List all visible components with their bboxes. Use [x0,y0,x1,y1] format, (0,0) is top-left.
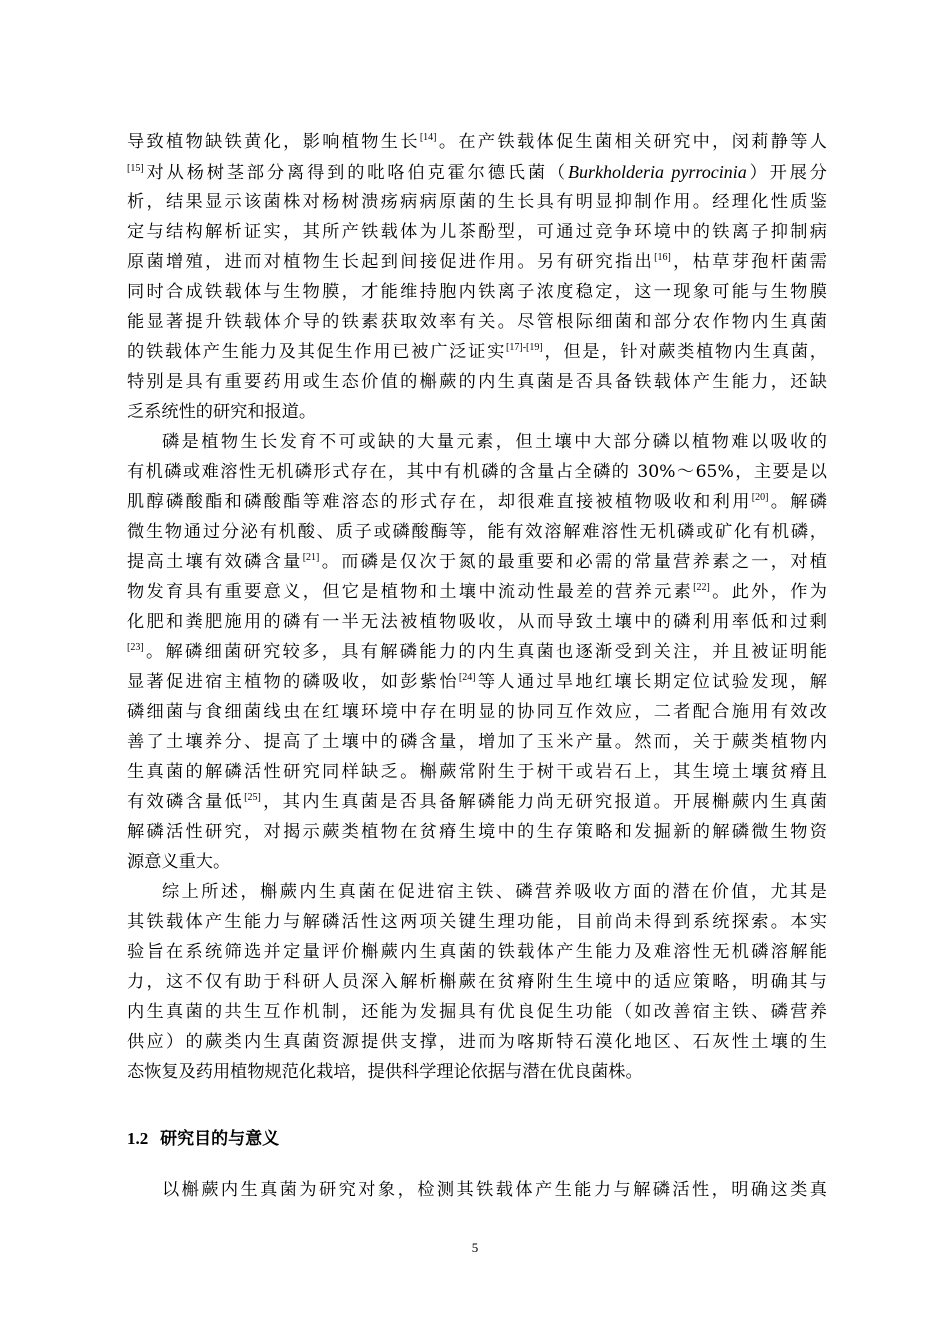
line-text: 等人通过旱地红壤长期定位试验发现，解 [475,672,827,692]
paragraph-first-line [162,427,827,457]
line-text: 验旨在系统筛选并定量评价槲蕨内生真菌的铁载体产生能力及难溶性无机磷溶解能 [127,942,827,962]
page-number: 5 [471,1240,479,1255]
line-text: 其铁载体产生能力与解磷活性这两项关键生理功能，目前尚未得到系统探索。本实 [127,912,827,932]
section-heading [127,1124,827,1154]
section-number: 1.2 [127,1129,149,1148]
line-text: 磷是植物生长发育不可或缺的大量元素，但土壤中大部分磷以植物难以吸收的 [162,432,827,452]
text-line [127,907,827,937]
line-text: 源意义重大。 [127,852,231,872]
text-line [127,787,827,817]
text-line [127,667,827,697]
citation: [23] [127,642,144,653]
line-text: 解磷活性研究，对揭示蕨类植物在贫瘠生境中的生存策略和发掘新的解磷微生物资 [127,822,827,842]
text-line [127,517,827,547]
line-text: 析，结果显示该菌株对杨树溃疡病病原菌的生长具有明显抑制作用。经理化性质鉴 [127,192,827,212]
text-line [127,217,827,247]
text-line [127,547,827,577]
text-line [127,157,827,187]
line-text: 特别是具有重要药用或生态价值的槲蕨的内生真菌是否具备铁载体产生能力，还缺 [127,372,827,392]
line-text: ，枯草芽孢杆菌需 [670,252,827,272]
line-text: ）开展分 [746,163,827,183]
line-text: 磷细菌与食细菌线虫在红壤环境中存在明显的协同互作效应，二者配合施用有效改 [127,702,827,722]
text-line [127,967,827,997]
text-line [127,847,827,877]
line-text: 。在产铁载体促生菌相关研究中，闵莉静等人 [436,132,827,152]
text-line [127,937,827,967]
text-line [127,187,827,217]
text-line [127,577,827,607]
citation: [20] [751,492,769,503]
line-text: 导致植物缺铁黄化，影响植物生长 [127,132,420,152]
text-line [127,607,827,637]
text-line [127,367,827,397]
text-line [127,247,827,277]
line-text: 供应）的蕨类内生真菌资源提供支撑，进而为喀斯特石漠化地区、石灰性土壤的生 [127,1032,827,1052]
line-text: 肌醇磷酸酯和磷酸酯等难溶态的形式存在，却很难直接被植物吸收和利用 [127,492,752,512]
line-text: 。此外，作为 [709,582,827,602]
line-text: 有机磷或难溶性无机磷形式存在，其中有机磷的含量占全磷的 30%～65%，主要是以 [127,462,827,482]
text-line [127,397,827,427]
citation: [25] [244,792,261,803]
text-line [127,307,827,337]
line-text: 微生物通过分泌有机酸、质子或磷酸酶等，能有效溶解难溶性无机磷或矿化有机磷， [127,522,827,542]
text-line [127,487,827,517]
text-line [127,1027,827,1057]
line-text: 生真菌的解磷活性研究同样缺乏。槲蕨常附生于树干或岩石上，其生境土壤贫瘠且 [127,762,827,782]
citation: [17]-[19] [506,342,543,353]
line-text: 以槲蕨内生真菌为研究对象，检测其铁载体产生能力与解磷活性，明确这类真 [162,1180,827,1200]
line-text: 定与结构解析证实，其所产铁载体为儿茶酚型，可通过竞争环境中的铁离子抑制病 [127,222,827,242]
line-text: 善了土壤养分、提高了土壤中的磷含量，增加了玉米产量。然而，关于蕨类植物内 [127,732,827,752]
citation: [24] [458,672,476,683]
text-line [127,277,827,307]
line-text: 同时合成铁载体与生物膜，才能维持胞内铁离子浓度稳定，这一现象可能与生物膜 [127,282,827,302]
line-text: 显著促进宿主植物的磷吸收，如彭紫怡 [127,672,459,692]
text-line [127,817,827,847]
citation: [15] [127,163,144,174]
line-text: 提高土壤有效磷含量 [127,552,303,572]
text-line [127,457,827,487]
species-name: Burkholderia pyrrocinia [568,162,747,182]
line-text: 化肥和粪肥施用的磷有一半无法被植物吸收，从而导致土壤中的磷利用率低和过剩 [127,612,827,632]
line-text: ，其内生真菌是否具备解磷能力尚无研究报道。开展槲蕨内生真菌 [260,792,827,812]
text-line [127,727,827,757]
text-line [127,997,827,1027]
line-text: 能显著提升铁载体介导的铁素获取效率有关。尽管根际细菌和部分农作物内生真菌 [127,312,827,332]
paragraph-first-line [162,877,827,907]
line-text: 有效磷含量低 [127,792,245,812]
text-line [127,127,827,157]
line-text: 力，这不仅有助于科研人员深入解析槲蕨在贫瘠附生生境中的适应策略，明确其与 [127,972,827,992]
line-text: 的铁载体产生能力及其促生作用已被广泛证实 [127,342,507,362]
line-text: 。解磷 [768,492,827,512]
line-text: 内生真菌的共生互作机制，还能为发掘具有优良促生功能（如改善宿主铁、磷营养 [127,1002,827,1022]
line-text: 。解磷细菌研究较多，具有解磷能力的内生真菌也逐渐受到关注，并且被证明能 [143,642,827,662]
line-text: 物发育具有重要意义，但它是植物和土壤中流动性最差的营养元素 [127,582,694,602]
citation: [14] [419,132,437,143]
text-line [127,697,827,727]
line-text: 态恢复及药用植物规范化栽培，提供科学理论依据与潜在优良菌株。 [127,1062,643,1082]
line-text: 综上所述，槲蕨内生真菌在促进宿主铁、磷营养吸收方面的潜在价值，尤其是 [162,882,827,902]
citation: [21] [302,552,320,563]
text-line [127,757,827,787]
paragraph-first-line [162,1175,827,1205]
line-text: 乏系统性的研究和报道。 [127,402,317,422]
line-text: 原菌增殖，进而对植物生长起到间接促进作用。另有研究指出 [127,252,655,272]
text-line [127,637,827,667]
text-line [127,337,827,367]
line-text: 对从杨树茎部分离得到的吡咯伯克霍尔德氏菌（ [143,163,569,183]
citation: [22] [693,582,710,593]
text-line [127,1057,827,1087]
line-text: ，但是，针对蕨类植物内生真菌， [542,342,827,362]
section-title: 研究目的与意义 [160,1129,280,1149]
citation: [16] [654,252,671,263]
line-text: 。而磷是仅次于氮的最重要和必需的常量营养素之一，对植 [319,552,827,572]
